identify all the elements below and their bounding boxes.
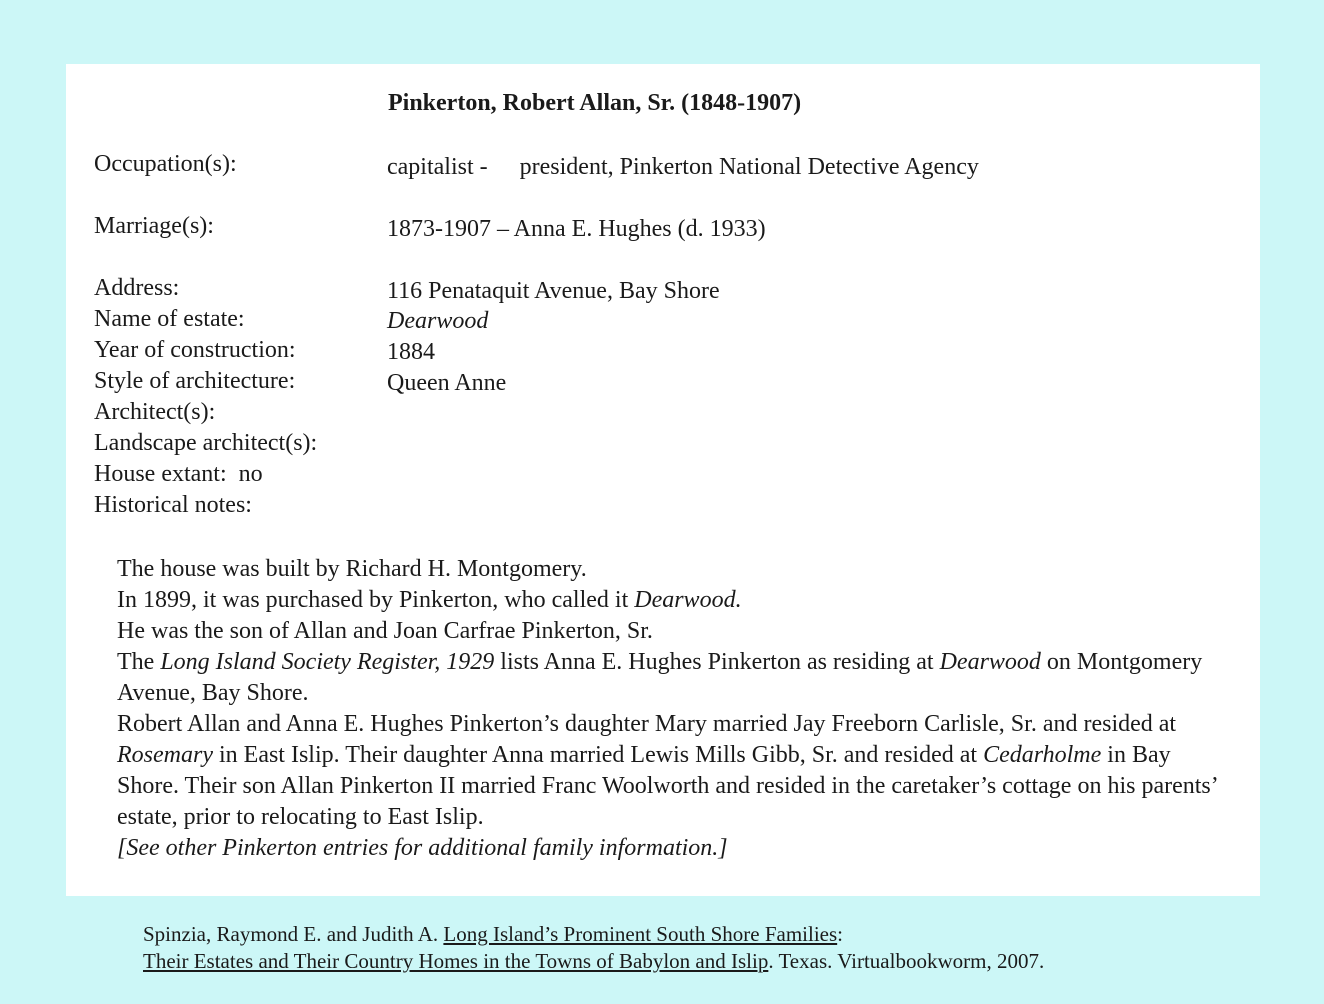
citation-colon: : bbox=[837, 922, 843, 946]
citation-book-title: Long Island’s Prominent South Shore Families bbox=[443, 922, 838, 946]
note-register-estate: Dearwood bbox=[939, 649, 1041, 675]
note-children-estate-b: Cedarholme bbox=[983, 742, 1102, 768]
note-purchase bbox=[94, 585, 1224, 616]
note-children-estate-a: Rosemary bbox=[117, 742, 213, 768]
citation-publisher: . Texas. Virtualbookworm, 2007. bbox=[768, 949, 1045, 973]
note-see-also: [See other Pinkerton entries for additional family information.] bbox=[117, 835, 728, 861]
style-value: Queen Anne bbox=[387, 370, 507, 396]
note-purchase-estate: Dearwood. bbox=[634, 587, 742, 613]
extant-label: House extant: bbox=[94, 461, 227, 487]
occupation-label: Occupation(s): bbox=[94, 151, 237, 177]
extant-row bbox=[94, 459, 263, 490]
note-purchase-text: In 1899, it was purchased by Pinkerton, who called it bbox=[117, 587, 635, 613]
landscape-label: Landscape architect(s): bbox=[94, 430, 318, 456]
citation-book-subtitle: Their Estates and Their Country Homes in the Towns of Babylon and Islip bbox=[143, 949, 769, 973]
extant-value: no bbox=[238, 461, 263, 487]
note-children-text-a: Robert Allan and Anna E. Hughes Pinkerton’s daughter Mary married Jay Freeborn Carlisle, Sr. and resided at bbox=[117, 711, 1177, 737]
entry-title: Pinkerton, Robert Allan, Sr. (1848-1907) bbox=[388, 90, 802, 116]
citation-line-2 bbox=[143, 948, 1044, 975]
source-citation bbox=[143, 921, 1044, 975]
citation-authors: Spinzia, Raymond E. and Judith A. bbox=[143, 922, 444, 946]
citation-line-1 bbox=[143, 921, 1044, 948]
note-children-text-c: in Bay Shore. Their son Allan Pinkerton II married Franc Woolworth and resided in the caretaker’s cottage on his parents’ estate, prior to relocating to East Islip. bbox=[117, 742, 1217, 830]
occupation-value bbox=[387, 152, 979, 183]
marriage-label: Marriage(s): bbox=[94, 213, 214, 239]
year-label: Year of construction: bbox=[94, 337, 296, 363]
note-register-text-a: The bbox=[117, 649, 161, 675]
note-register-text-b: lists Anna E. Hughes Pinkerton as residing at bbox=[494, 649, 940, 675]
estate-value: Dearwood bbox=[387, 308, 489, 334]
historical-label: Historical notes: bbox=[94, 492, 252, 518]
note-parents: He was the son of Allan and Joan Carfrae Pinkerton, Sr. bbox=[117, 618, 653, 644]
marriage-value: 1873-1907 – Anna E. Hughes (d. 1933) bbox=[387, 216, 766, 242]
note-register-text-c: on Montgomery Avenue, Bay Shore. bbox=[117, 649, 1203, 706]
historical-notes bbox=[94, 554, 1224, 864]
note-children bbox=[94, 709, 1224, 833]
note-children-text-b: in East Islip. Their daughter Anna married Lewis Mills Gibb, Sr. and resided at bbox=[212, 742, 984, 768]
estate-label: Name of estate: bbox=[94, 306, 245, 332]
address-label: Address: bbox=[94, 275, 180, 301]
document-page bbox=[66, 64, 1260, 896]
note-builder: The house was built by Richard H. Montgomery. bbox=[117, 556, 587, 582]
style-label: Style of architecture: bbox=[94, 368, 296, 394]
address-value: 116 Penataquit Avenue, Bay Shore bbox=[387, 278, 720, 304]
occupation-type: capitalist - bbox=[387, 154, 488, 180]
architect-label: Architect(s): bbox=[94, 399, 216, 425]
note-register bbox=[94, 647, 1224, 709]
year-value: 1884 bbox=[387, 339, 435, 365]
note-register-title: Long Island Society Register, 1929 bbox=[160, 649, 495, 675]
occupation-detail: president, Pinkerton National Detective Agency bbox=[519, 154, 979, 180]
